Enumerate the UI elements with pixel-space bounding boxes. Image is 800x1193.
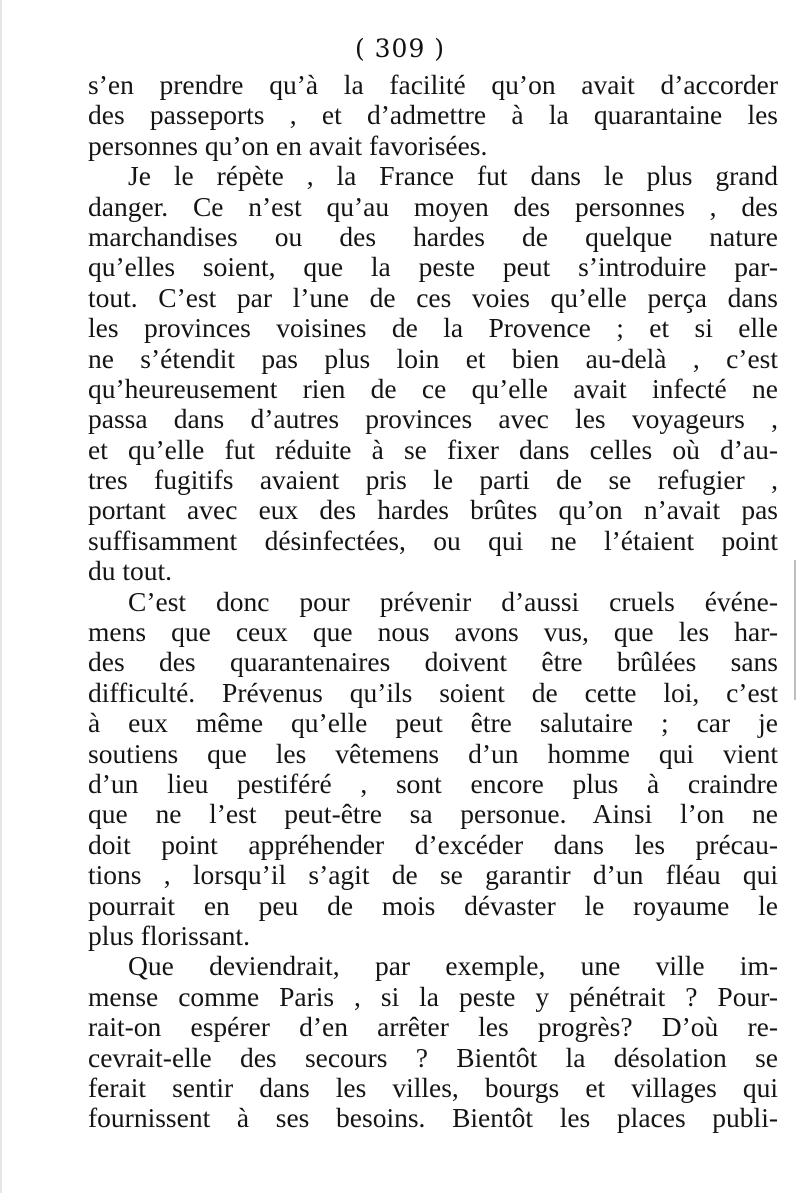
text-line: du tout. xyxy=(88,556,173,587)
text-line: ferait sentir dans les villes, bourgs et villages qui xyxy=(88,1072,778,1103)
text-line: doit point appréhender d’excéder dans les précau- xyxy=(88,829,778,860)
text-line: plus florissant. xyxy=(88,920,250,951)
text-line: ne s’étendit pas plus loin et bien au-delà , c’est xyxy=(88,343,778,374)
text-line: que ne l’est peut-être sa personue. Ainsi l’on ne xyxy=(88,799,778,830)
page-number: ( 309 ) xyxy=(354,34,446,63)
text-line: tout. C’est par l’une de ces voies qu’elle perça dans xyxy=(88,282,778,313)
text-line: pourrait en peu de mois dévaster le royaume le xyxy=(88,890,778,921)
text-line: rait-on espérer d’en arrêter les progrès? D’où re- xyxy=(88,1012,778,1043)
text-line: portant avec eux des hardes brûtes qu’on n’avait pas xyxy=(88,495,778,526)
text-line: Je le répète , la France fut dans le plus grand xyxy=(128,161,778,192)
text-line: des des quarantenaires doivent être brûlées sans xyxy=(88,647,778,678)
body-text xyxy=(88,70,778,1134)
page-edge-mark xyxy=(794,560,796,700)
text-line: danger. Ce n’est qu’au moyen des personnes , des xyxy=(88,191,778,222)
text-line: des passeports , et d’admettre à la quarantaine les xyxy=(88,100,778,131)
text-line: mens que ceux que nous avons vus, que les har- xyxy=(88,617,778,648)
text-line: suffisamment désinfectées, ou qui ne l’étaient point xyxy=(88,525,778,556)
text-line: les provinces voisines de la Provence ; et si elle xyxy=(88,313,778,344)
text-line: cevrait-elle des secours ? Bientôt la désolation se xyxy=(88,1042,778,1073)
text-line: s’en prendre qu’à la facilité qu’on avait d’accorder xyxy=(88,70,778,100)
text-line: à eux même qu’elle peut être salutaire ; car je xyxy=(88,708,778,739)
text-line: qu’elles soient, que la peste peut s’introduire par- xyxy=(88,252,778,283)
text-line: passa dans d’autres provinces avec les voyageurs , xyxy=(88,404,778,435)
text-line: personnes qu’on en avait favorisées. xyxy=(88,130,488,161)
text-line: difficulté. Prévenus qu’ils soient de cette loi, c’est xyxy=(88,677,778,708)
page-edge-shadow xyxy=(0,0,2,1193)
text-line: marchandises ou des hardes de quelque nature xyxy=(88,221,778,252)
text-line: fournissent à ses besoins. Bientôt les places publi- xyxy=(88,1103,778,1134)
text-line: et qu’elle fut réduite à se fixer dans celles où d’au- xyxy=(88,434,778,465)
text-line: d’un lieu pestiféré , sont encore plus à craindre xyxy=(88,768,778,799)
text-line: soutiens que les vêtemens d’un homme qui vient xyxy=(88,738,778,769)
text-line: tres fugitifs avaient pris le parti de se refugier , xyxy=(88,465,778,496)
text-line: C’est donc pour prévenir d’aussi cruels événe- xyxy=(128,586,778,617)
text-line: tions , lorsqu’il s’agit de se garantir d’un fléau qui xyxy=(88,860,778,891)
text-line: mense comme Paris , si la peste y pénétrait ? Pour- xyxy=(88,981,778,1012)
text-line: qu’heureusement rien de ce qu’elle avait infecté ne xyxy=(88,373,778,404)
text-line: Que deviendrait, par exemple, une ville im- xyxy=(128,951,778,982)
